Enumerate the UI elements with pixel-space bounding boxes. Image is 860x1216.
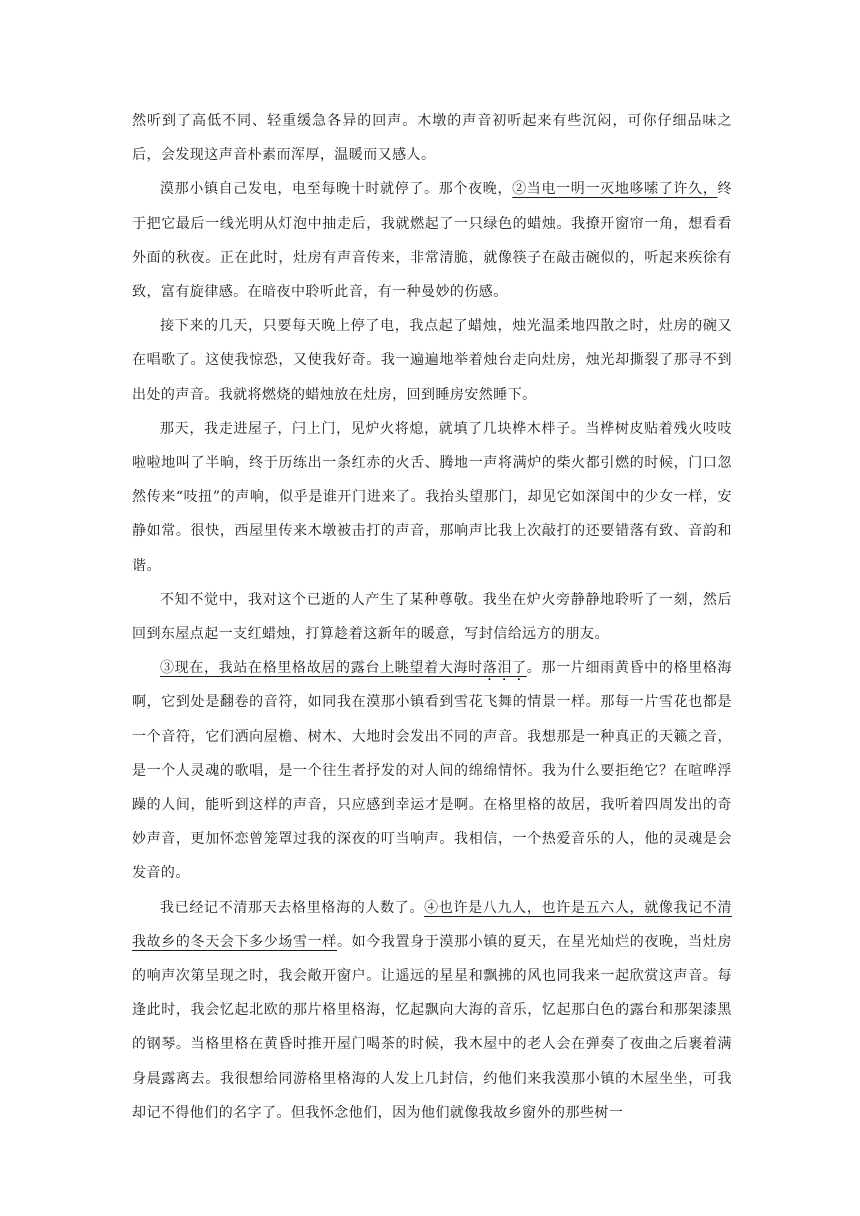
paragraph-continuation [132, 104, 732, 172]
paragraph-candles [132, 309, 732, 412]
text-segment: 我已经记不清那天去格里格海的人数了。 [160, 899, 425, 916]
paragraph-grieg-sea [132, 651, 732, 890]
article-body [132, 104, 732, 1130]
underlined-sentence-2: ②当电一明一灭地哆嗦了许久， [512, 181, 718, 198]
text-segment: 然听到了高低不同、轻重缓急各异的回声。木墩的声音初听起来有些沉闷，可你仔细品味之后，会发现这声音朴素而浑厚，温暖而又感人。 [132, 113, 732, 164]
text-segment: 。如今我置身于漠那小镇的夏天，在星光灿烂的夜晚，当灶房的响声次第呈现之时，我会敞开窗户。让遥远的星星和飘拂的风也同我来一起欣赏这声音。每逢此时，我会忆起北欧的那片格里格海，忆起飘向大海的音乐，忆起那白色的露台和那架漆黑的钢琴。当格里格在黄昏时推开屋门喝茶的时候，我木屋中的老人会在弹奏了夜曲之后裹着满身晨露离去。我很想给同游格里格海的人发上几封信，约他们来我漠那小镇的木屋坐坐，可我却记不得他们的名字了。但我怀念他们，因为他们就像我故乡窗外的那些树一 [132, 933, 732, 1121]
underlined-sentence-4: ④也许是八九人，也许是五六人，就像我记不清我故乡的冬天会下多少场雪一样 [132, 899, 732, 950]
underlined-sentence-3: ③现在，我站在格里格故居的露台上眺望着大海时 [160, 660, 483, 677]
paragraph-respect [132, 583, 732, 651]
text-segment: 接下来的几天，只要每天晚上停了电，我点起了蜡烛，烛光温柔地四散之时，灶房的碗又在唱歌了。这使我惊恐，又使我好奇。我一遍遍地举着烛台走向灶房，烛光却撕裂了那寻不到出处的声音。我就将燃烧的蜡烛放在灶房，回到睡房安然睡下。 [132, 318, 732, 403]
text-segment: 终于把它最后一线光明从灯泡中抽走后，我就燃起了一只绿色的蜡烛。我撩开窗帘一角，想看看外面的秋夜。正在此时，灶房有声音传来，非常清脆，就像筷子在敲击碗似的，听起来疾徐有致，富有旋律感。在暗夜中聆听此音，有一种曼妙的伤感。 [132, 181, 732, 301]
paragraph-memory [132, 891, 732, 1130]
emphasized-phrase: 落泪了 [482, 660, 527, 677]
text-segment: 。那一片细雨黄昏中的格里格海啊，它到处是翻卷的音符，如同我在漠那小镇看到雪花飞舞的情景一样。那每一片雪花也都是一个音符，它们洒向屋檐、树木、大地时会发出不同的声音。我想那是一种真正的天籁之音，是一个人灵魂的歌唱，是一个往生者抒发的对人间的绵绵情怀。我为什么要拒绝它？在喧哗浮躁的人间，能听到这样的声音，只应感到幸运才是啊。在格里格的故居，我听着四周发出的奇妙声音，更加怀恋曾笼罩过我的深夜的叮当响声。我相信，一个热爱音乐的人，他的灵魂是会发音的。 [132, 660, 732, 882]
text-segment: 不知不觉中，我对这个已逝的人产生了某种尊敬。我坐在炉火旁静静地聆听了一刻，然后回到东屋点起一支红蜡烛，打算趁着这新年的暖意，写封信给远方的朋友。 [132, 591, 732, 643]
text-segment: 那天，我走进屋子，闩上门，见炉火将熄，就填了几块桦木柈子。当桦树皮贴着残火吱吱啦啦地叫了半晌，终于历练出一条红赤的火舌、腾地一声将满炉的柴火都引燃的时候，门口忽然传来“吱扭”的声响，似乎是谁开门进来了。我抬头望那门，却见它如深闺中的少女一样，安静如常。很快，西屋里传来木墩被击打的声音，那响声比我上次敲打的还要错落有致、音韵和谐。 [132, 420, 732, 574]
paragraph-power-outage [132, 172, 732, 309]
text-segment: 漠那小镇自己发电，电至每晚十时就停了。那个夜晚， [160, 181, 513, 198]
paragraph-fire [132, 412, 732, 583]
